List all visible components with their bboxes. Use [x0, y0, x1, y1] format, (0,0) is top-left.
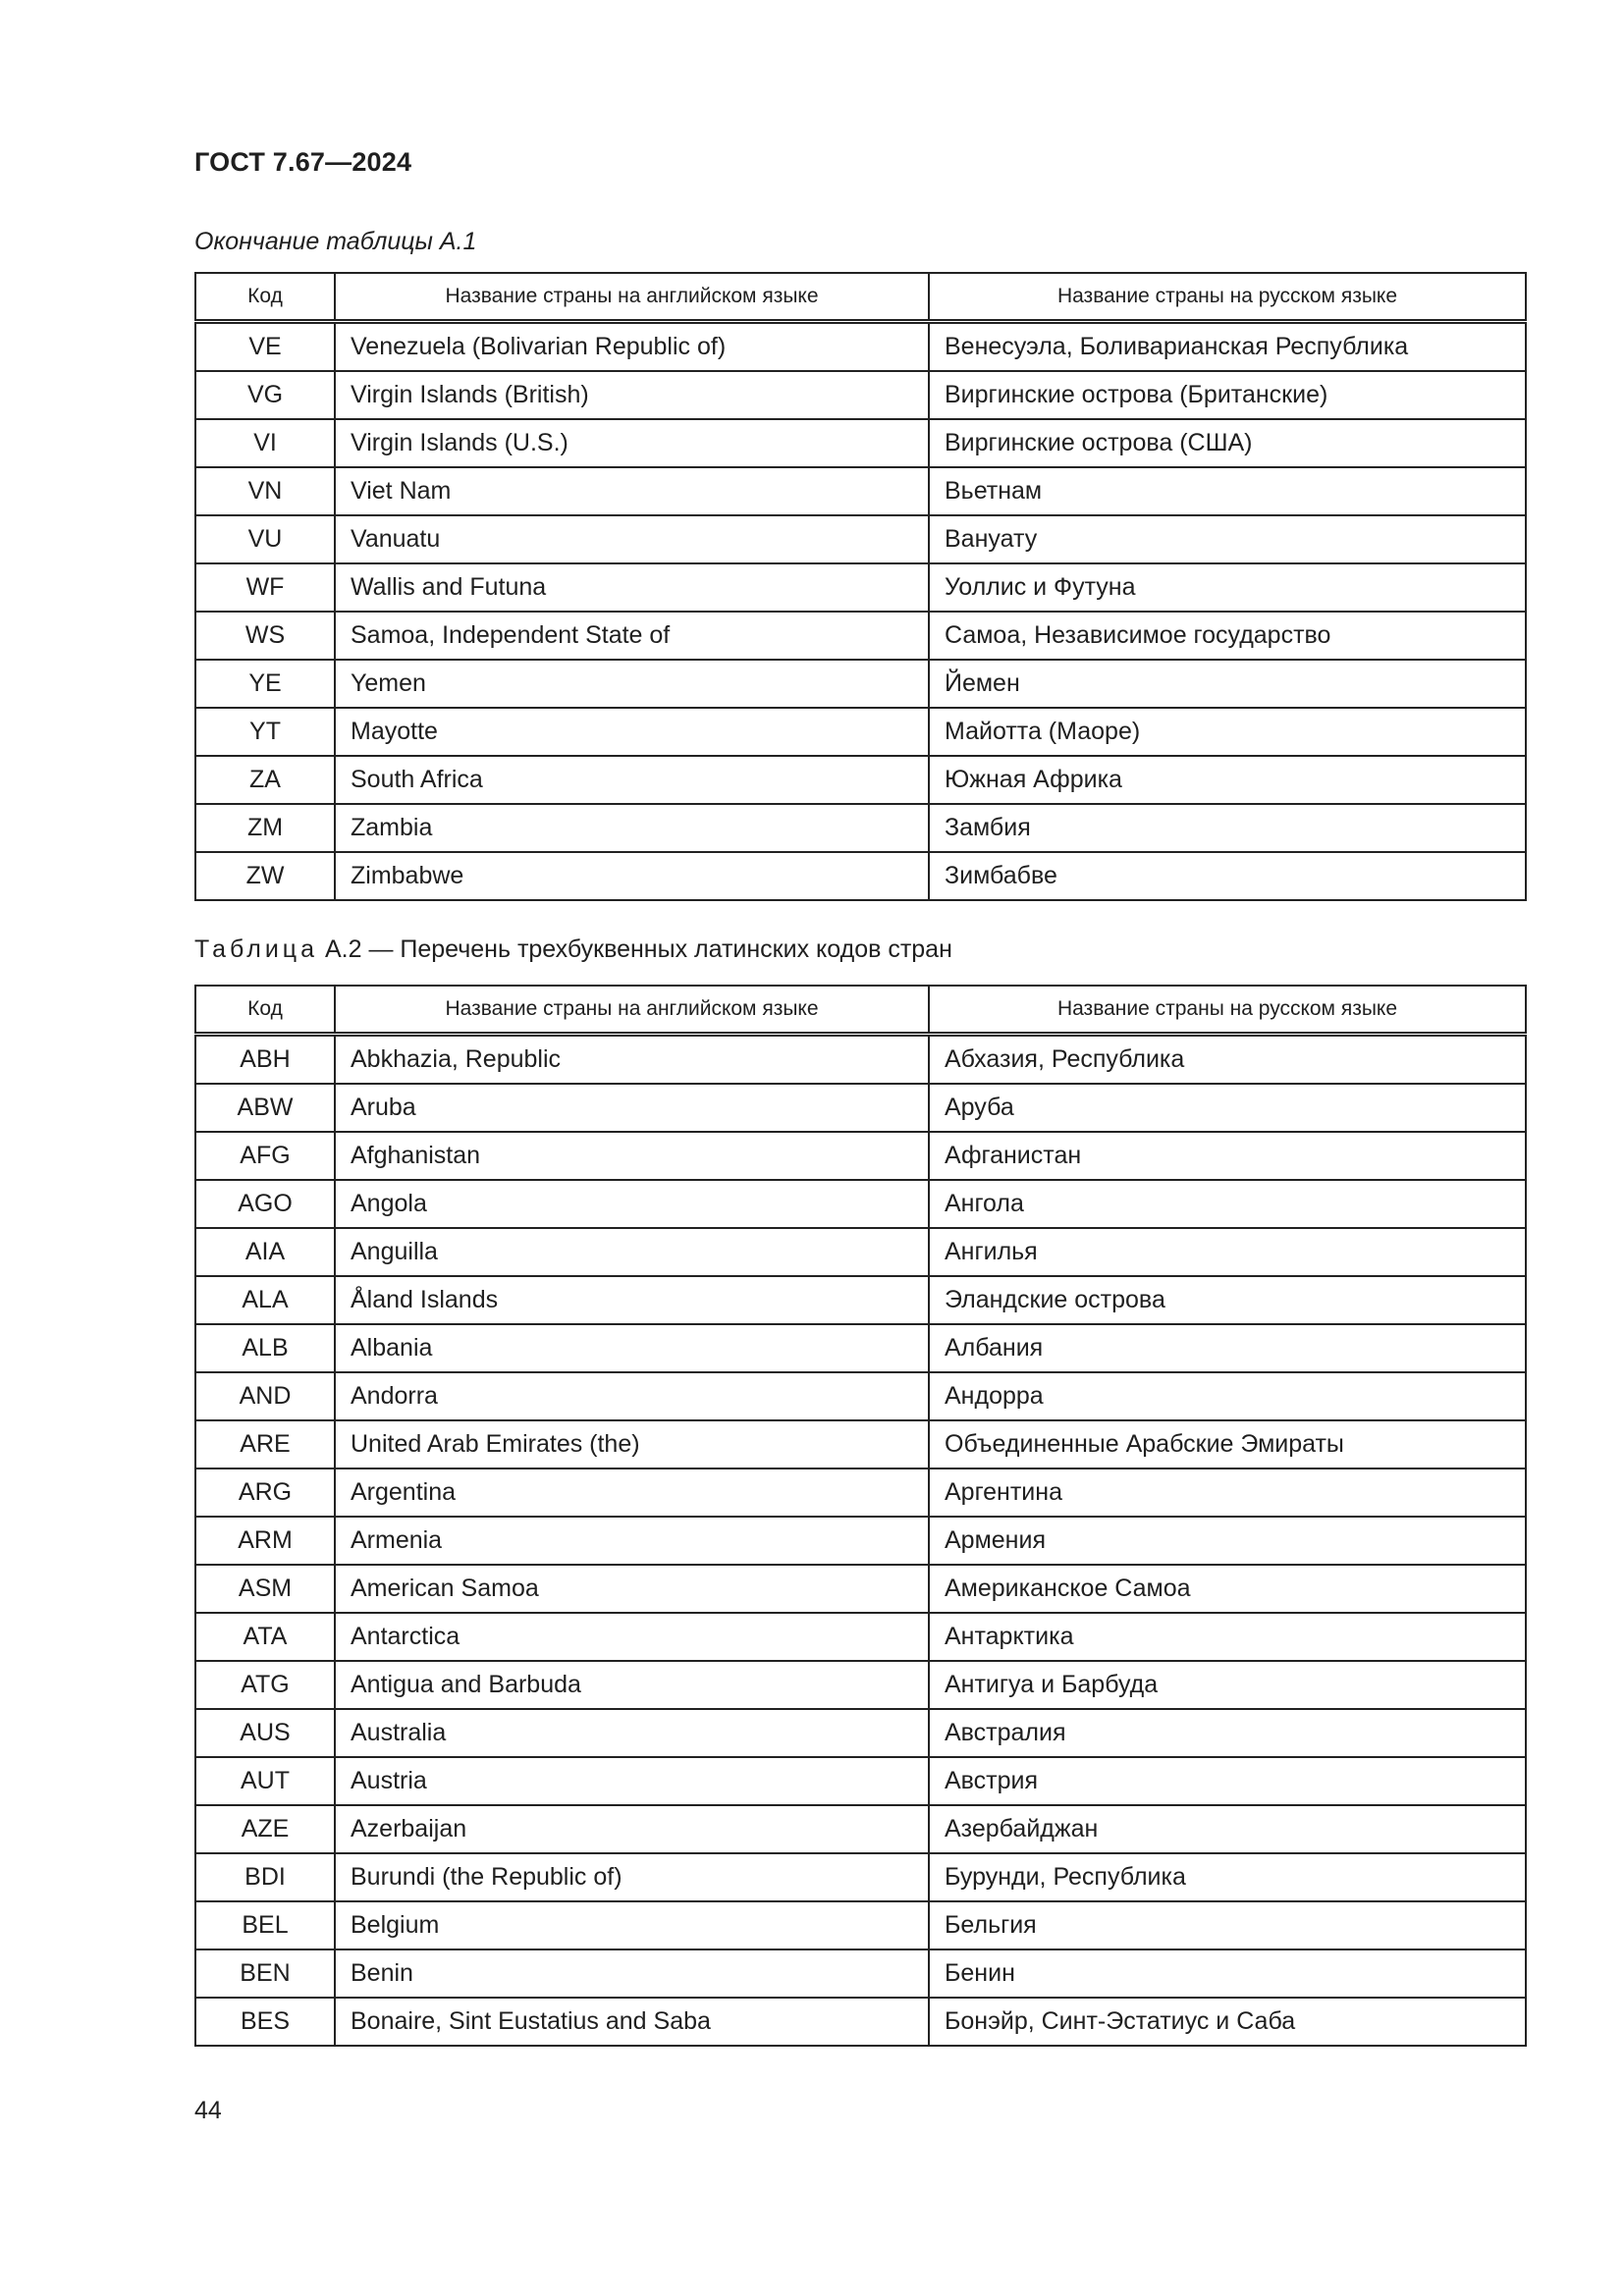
table-row — [195, 1757, 1526, 1805]
country-code: AIA — [195, 1228, 335, 1276]
country-name-russian: Австралия — [929, 1709, 1526, 1757]
country-name-russian: Азербайджан — [929, 1805, 1526, 1853]
country-code: YE — [195, 660, 335, 708]
country-code: AZE — [195, 1805, 335, 1853]
country-code: BEL — [195, 1901, 335, 1949]
table-row — [195, 852, 1526, 900]
country-name-russian: Южная Африка — [929, 756, 1526, 804]
country-name-russian: Замбия — [929, 804, 1526, 852]
table-row — [195, 1613, 1526, 1661]
country-table-a2 — [194, 985, 1527, 2047]
country-name-english: Åland Islands — [335, 1276, 929, 1324]
table-row — [195, 1517, 1526, 1565]
table-row — [195, 1853, 1526, 1901]
table-row — [195, 1324, 1526, 1372]
table-row — [195, 1132, 1526, 1180]
column-header-english-name: Название страны на английском языке — [335, 273, 929, 322]
country-name-russian: Ангилья — [929, 1228, 1526, 1276]
country-name-russian: Армения — [929, 1517, 1526, 1565]
country-name-english: Virgin Islands (U.S.) — [335, 419, 929, 467]
country-code: ZM — [195, 804, 335, 852]
country-name-english: Antarctica — [335, 1613, 929, 1661]
country-code: ASM — [195, 1565, 335, 1613]
country-name-english: Viet Nam — [335, 467, 929, 515]
country-name-english: Australia — [335, 1709, 929, 1757]
country-code: ABH — [195, 1035, 335, 1085]
country-code: VN — [195, 467, 335, 515]
country-code: ARG — [195, 1468, 335, 1517]
country-code: WF — [195, 563, 335, 612]
country-name-russian: Бенин — [929, 1949, 1526, 1998]
table-row — [195, 1084, 1526, 1132]
table2-caption-word: Таблица — [194, 935, 319, 963]
country-name-english: Belgium — [335, 1901, 929, 1949]
country-name-english: Austria — [335, 1757, 929, 1805]
country-name-english: Wallis and Futuna — [335, 563, 929, 612]
country-code: ZW — [195, 852, 335, 900]
country-code: BES — [195, 1998, 335, 2046]
country-name-russian: Антигуа и Барбуда — [929, 1661, 1526, 1709]
country-name-english: Azerbaijan — [335, 1805, 929, 1853]
country-code: WS — [195, 612, 335, 660]
country-name-english: South Africa — [335, 756, 929, 804]
table-row — [195, 1901, 1526, 1949]
country-code: AUS — [195, 1709, 335, 1757]
country-name-english: American Samoa — [335, 1565, 929, 1613]
page-number: 44 — [194, 2097, 222, 2124]
table-row — [195, 1998, 1526, 2046]
table-row — [195, 1035, 1526, 1085]
country-name-english: Afghanistan — [335, 1132, 929, 1180]
table-row — [195, 804, 1526, 852]
country-code: ARE — [195, 1420, 335, 1468]
country-name-english: Angola — [335, 1180, 929, 1228]
country-name-english: Antigua and Barbuda — [335, 1661, 929, 1709]
country-name-english: Virgin Islands (British) — [335, 371, 929, 419]
column-header-russian-name: Название страны на русском языке — [929, 986, 1526, 1035]
table-header-row — [195, 986, 1526, 1035]
country-code: ABW — [195, 1084, 335, 1132]
country-name-russian: Виргинские острова (США) — [929, 419, 1526, 467]
country-name-russian: Антарктика — [929, 1613, 1526, 1661]
country-name-russian: Бурунди, Республика — [929, 1853, 1526, 1901]
country-name-russian: Вьетнам — [929, 467, 1526, 515]
country-name-russian: Абхазия, Республика — [929, 1035, 1526, 1085]
table-row — [195, 322, 1526, 372]
country-name-russian: Бельгия — [929, 1901, 1526, 1949]
country-name-russian: Ангола — [929, 1180, 1526, 1228]
country-name-english: Vanuatu — [335, 515, 929, 563]
country-name-russian: Йемен — [929, 660, 1526, 708]
table-header-row — [195, 273, 1526, 322]
column-header-english-name: Название страны на английском языке — [335, 986, 929, 1035]
country-name-english: Zimbabwe — [335, 852, 929, 900]
table-row — [195, 1565, 1526, 1613]
country-name-english: Samoa, Independent State of — [335, 612, 929, 660]
table-row — [195, 1276, 1526, 1324]
country-name-english: Armenia — [335, 1517, 929, 1565]
country-code: ATA — [195, 1613, 335, 1661]
document-header: ГОСТ 7.67—2024 — [194, 147, 412, 177]
country-name-english: Aruba — [335, 1084, 929, 1132]
country-name-russian: Андорра — [929, 1372, 1526, 1420]
country-code: AND — [195, 1372, 335, 1420]
country-name-english: Anguilla — [335, 1228, 929, 1276]
table-row — [195, 1805, 1526, 1853]
table-row — [195, 1661, 1526, 1709]
country-name-english: Benin — [335, 1949, 929, 1998]
country-code: VG — [195, 371, 335, 419]
table-row — [195, 371, 1526, 419]
country-name-russian: Зимбабве — [929, 852, 1526, 900]
country-code: VE — [195, 322, 335, 372]
country-table-a1 — [194, 272, 1527, 901]
country-name-russian: Аргентина — [929, 1468, 1526, 1517]
table-row — [195, 612, 1526, 660]
country-name-english: Argentina — [335, 1468, 929, 1517]
country-name-russian: Самоа, Независимое государство — [929, 612, 1526, 660]
country-code: AGO — [195, 1180, 335, 1228]
country-name-russian: Эландские острова — [929, 1276, 1526, 1324]
country-code: ALA — [195, 1276, 335, 1324]
table-row — [195, 756, 1526, 804]
table-row — [195, 1949, 1526, 1998]
table-row — [195, 419, 1526, 467]
country-name-english: Venezuela (Bolivarian Republic of) — [335, 322, 929, 372]
country-name-russian: Австрия — [929, 1757, 1526, 1805]
country-code: BEN — [195, 1949, 335, 1998]
table-row — [195, 563, 1526, 612]
country-name-english: United Arab Emirates (the) — [335, 1420, 929, 1468]
table-row — [195, 515, 1526, 563]
country-name-english: Albania — [335, 1324, 929, 1372]
country-name-russian: Американское Самоа — [929, 1565, 1526, 1613]
country-name-russian: Уоллис и Футуна — [929, 563, 1526, 612]
country-name-english: Yemen — [335, 660, 929, 708]
country-name-russian: Венесуэла, Боливарианская Республика — [929, 322, 1526, 372]
table-row — [195, 1468, 1526, 1517]
table-row — [195, 467, 1526, 515]
country-code: ALB — [195, 1324, 335, 1372]
country-code: AUT — [195, 1757, 335, 1805]
country-name-russian: Объединенные Арабские Эмираты — [929, 1420, 1526, 1468]
table-row — [195, 1709, 1526, 1757]
table-row — [195, 1420, 1526, 1468]
column-header-code: Код — [195, 986, 335, 1035]
table-row — [195, 708, 1526, 756]
country-name-russian: Виргинские острова (Британские) — [929, 371, 1526, 419]
country-name-russian: Аруба — [929, 1084, 1526, 1132]
table-row — [195, 660, 1526, 708]
country-name-russian: Бонэйр, Синт-Эстатиус и Саба — [929, 1998, 1526, 2046]
country-name-english: Bonaire, Sint Eustatius and Saba — [335, 1998, 929, 2046]
country-name-english: Mayotte — [335, 708, 929, 756]
country-code: ARM — [195, 1517, 335, 1565]
country-code: ZA — [195, 756, 335, 804]
country-name-russian: Майотта (Маоре) — [929, 708, 1526, 756]
country-code: AFG — [195, 1132, 335, 1180]
country-name-russian: Вануату — [929, 515, 1526, 563]
country-name-english: Burundi (the Republic of) — [335, 1853, 929, 1901]
country-name-english: Zambia — [335, 804, 929, 852]
column-header-code: Код — [195, 273, 335, 322]
country-code: VU — [195, 515, 335, 563]
country-code: YT — [195, 708, 335, 756]
table-row — [195, 1228, 1526, 1276]
country-name-russian: Афганистан — [929, 1132, 1526, 1180]
column-header-russian-name: Название страны на русском языке — [929, 273, 1526, 322]
country-code: BDI — [195, 1853, 335, 1901]
country-name-russian: Албания — [929, 1324, 1526, 1372]
country-name-english: Andorra — [335, 1372, 929, 1420]
table2-caption-text: А.2 — Перечень трехбуквенных латинских кодов стран — [324, 935, 952, 963]
country-code: ATG — [195, 1661, 335, 1709]
table1-caption: Окончание таблицы А.1 — [194, 228, 477, 255]
table-row — [195, 1180, 1526, 1228]
country-name-english: Abkhazia, Republic — [335, 1035, 929, 1085]
table-row — [195, 1372, 1526, 1420]
country-code: VI — [195, 419, 335, 467]
table2-caption — [194, 935, 952, 964]
